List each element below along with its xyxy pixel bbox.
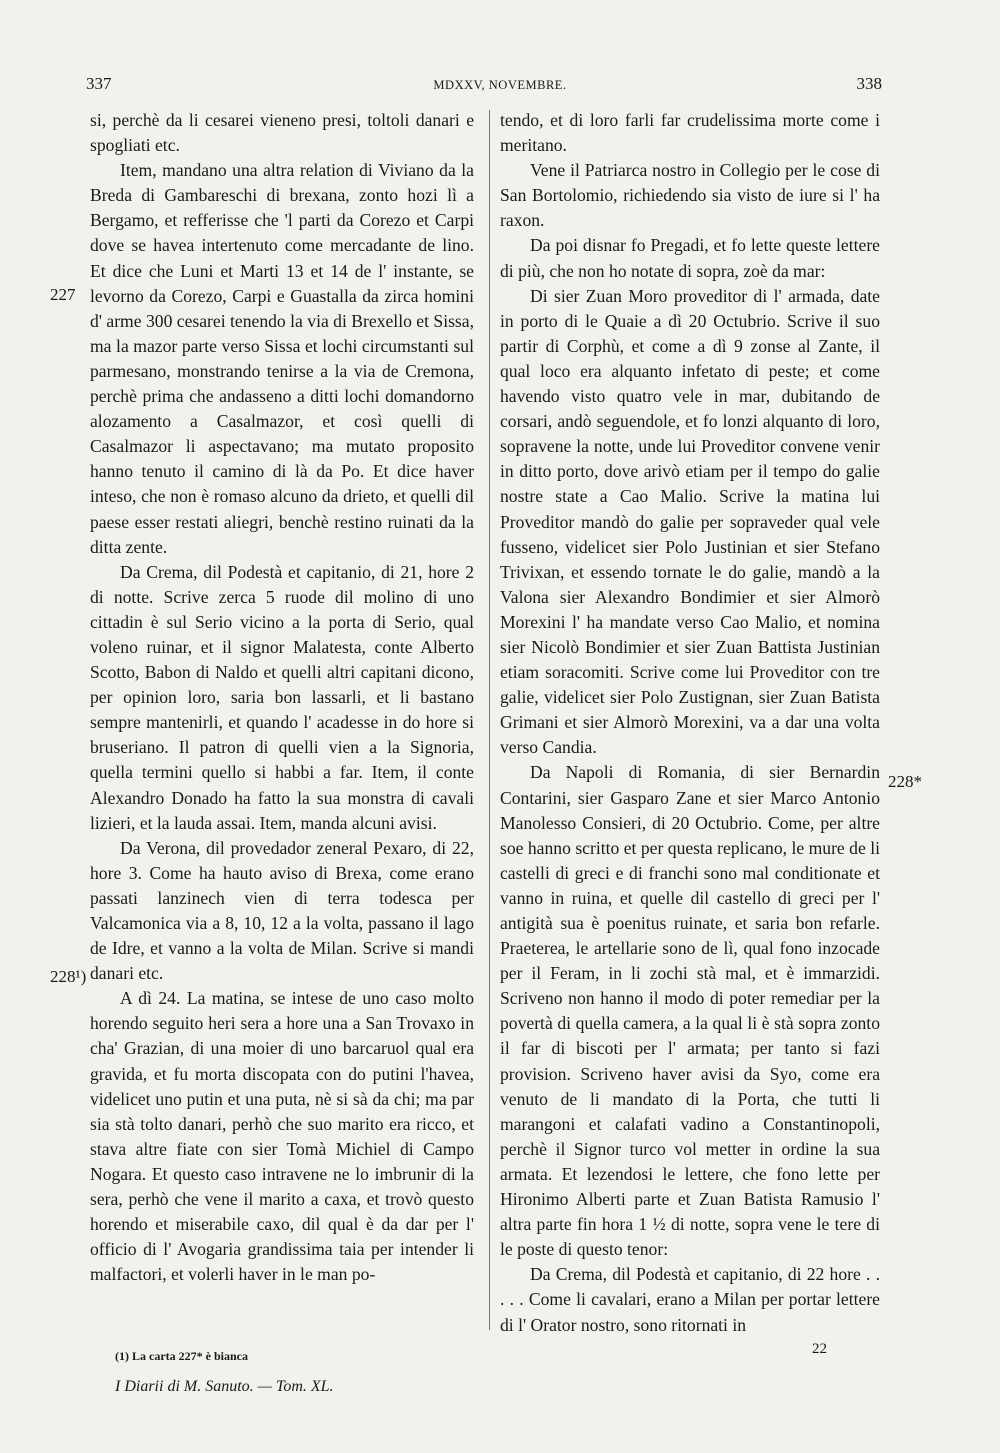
right-column: [500, 108, 880, 1338]
paragraph: Da Napoli di Romania, di sier Bernardin Contarini, sier Gasparo Zane et sier Marco Antonio Manolesso Consieri, di 20 Octubrio. Come, per altre soe hanno scritto et per questa replicano, le mure de li castelli di greci e di franchi sono mal conditionate et vanno in ruina, et quelle dil castello di greci per l' antigità sua è poenitus ruinate, et saria bon refarle. Praeterea, le artellarie sono de lì, qual fono inzocade per il Feram, in li zochi stà mal, et è immarzidi. Scriveno non hanno il modo di poter remediar per la povertà di quella camera, a la qual li è stà sopra zonto il far di biscoti per l' armata; per tanto si fazi provision. Scriveno haver avisi da Syo, come era venuto de li mandato di la Porta, che tutti li marangoni et calafati vadino a Constantinopoli, perchè il Signor turco vol metter in ordine la sua armata. Et lezendosi le lettere, che fono lette per Hironimo Alberti parte et Zuan Batista Ramusio l' altra parte fin hora 1 ½ di notte, sopra vene le tere di le poste di questo tenor:: [500, 762, 880, 1260]
footer-title: I Diarii di M. Sanuto. — Tom. XL.: [115, 1378, 334, 1395]
running-header: MDXXV, NOVEMBRE.: [433, 78, 567, 92]
paragraph: Da poi disnar fo Pregadi, et fo lette queste lettere di più, che non ho notate di sopra, zoè da mar:: [500, 235, 880, 281]
margin-note-228-1: 228¹): [50, 967, 87, 986]
paragraph: Di sier Zuan Moro proveditor di l' armada, date in porto di le Quaie a dì 20 Octubrio. Scrive il suo partir di Corphù, et come a dì 9 zonse al Zante, il qual loco era alquanto infetato di peste; et come havendo visto quatro vele in mar, dubitando de corsari, andò seguendole, et fo lonzi alquanto di loro, sopravene la notte, unde lui Proveditor convene venir in ditto porto, dove arivò etiam per il tempo do galie nostre state a Cao Malio. Scrive la matina lui Proveditor mandò do galie per sopraveder qual vele fusseno, videlicet sier Polo Justinian et sier Stefano Trivixan, et essendo tornate le do galie, mandò a la Valona sier Alexandro Bondimier et sier Almorò Morexini l' ha mandate verso Cao Malio, et nomina sier Nicolò Bondimier et sier Zuan Battista Justinian etiam soracomiti. Scrive come lui Proveditor con tre galie, videlicet sier Polo Zustignan, sier Zuan Batista Grimani et sier Almorò Morexini, va a dar una volta verso Candia.: [500, 285, 880, 758]
paragraph: Da Verona, dil provedador zeneral Pexaro, di 22, hore 3. Come ha hauto aviso di Brexa, come erano passati lanzinech vien di terra todesca per Valcamonica via a 8, 10, 12 a la volta, passano il lago de Idre, et vanno a la volta de Milan. Scrive si mandi danari etc.: [90, 837, 474, 984]
paragraph: Item, mandano una altra relation di Viviano da la Breda di Gambareschi di brexana, zonto hozi lì a Bergamo, et refferisse che 'l parti da Corezo et Carpi dove se havea intertenuto come mercadante de lino. Et dice che Luni et Marti 13 et 14 de l' instante, se levorno da Corezo, Carpi e Guastalla da zirca homini d' arme 300 cesarei tenendo la via di Brexello et Sissa, ma la mazor parte verso Sissa et lochi circumstanti sul parmesano, monstrando tenirse a la via de Cremona, perchè prima che andasseno a ditti lochi domandorno alozamento a Casalmazor, et così quelli di Casalmazor li aspectavano; ma mutato proposito hanno tenuto il camino di là da Po. Et dice haver inteso, che non è romaso alcuno da drieto, et quelli dil paese esser restati aliegri, benchè restino ruinati da la ditta zente.: [90, 160, 474, 557]
left-column: [90, 108, 474, 1287]
paragraph: tendo, et di loro farli far crudelissima morte come i meritano.: [500, 110, 880, 156]
column-divider: [489, 110, 490, 1330]
left-page-number: 337: [86, 74, 112, 93]
margin-note-227: 227: [50, 285, 76, 304]
paragraph: Da Crema, dil Podestà et capitanio, di 21, hore 2 di notte. Scrive zerca 5 ruode dil molino di uno cittadin è sul Serio vicino a la porta di Serio, qual voleno ruinar, et il signor Malatesta, conte Alberto Scotto, Babon di Naldo et quelli altri capitani dicono, per opinion loro, saria bon lassarli, et li bastano sempre mantenirli, et quando l' acadesse in do hore si bruseriano. Il patron di quelli vien a la Signoria, quella termini quello si habbi a far. Item, il conte Alexandro Donado ha fatto la sua monstra di cavali lizieri, et la lauda assai. Item, manda alcuni avisi.: [90, 561, 474, 833]
paragraph: si, perchè da li cesarei vieneno presi, toltoli danari e spogliati etc.: [90, 110, 474, 156]
paragraph: A dì 24. La matina, se intese de uno caso molto horendo seguito heri sera a hore una a San Trovaxo in cha' Grazian, di una moier di uno barcaruol qual era gravida, et fu morta discopata con do putini l'havea, videlicet uno putin et una puta, nè si sà da chi; ma par sia stà tolto danari, perhò che suo marito era ricco, et stava altre fiate con sier Tomà Michiel di Campo Nogara. Et questo caso intravene ne lo imbrunir di la sera, perhò che vene il marito a caxa, et trovò questo horendo et miserabile caxo, dil qual è da dar per l' officio di l' Avogaria grandissima taia per intender li malfactori, et volerli haver in le man po-: [90, 988, 474, 1285]
margin-note-228-star: 228*: [888, 772, 922, 791]
signature-number: 22: [812, 1341, 827, 1357]
paragraph: Vene il Patriarca nostro in Collegio per le cose di San Bortolomio, richiedendo sia visto de iure si l' ha raxon.: [500, 160, 880, 231]
paragraph: Da Crema, dil Podestà et capitanio, di 22 hore . . . . . Come li cavalari, erano a Milan per portar lettere di l' Orator nostro, sono ritornati in: [500, 1264, 880, 1335]
footnote: (1) La carta 227* è bianca: [115, 1349, 248, 1363]
right-page-number: 338: [856, 74, 882, 93]
